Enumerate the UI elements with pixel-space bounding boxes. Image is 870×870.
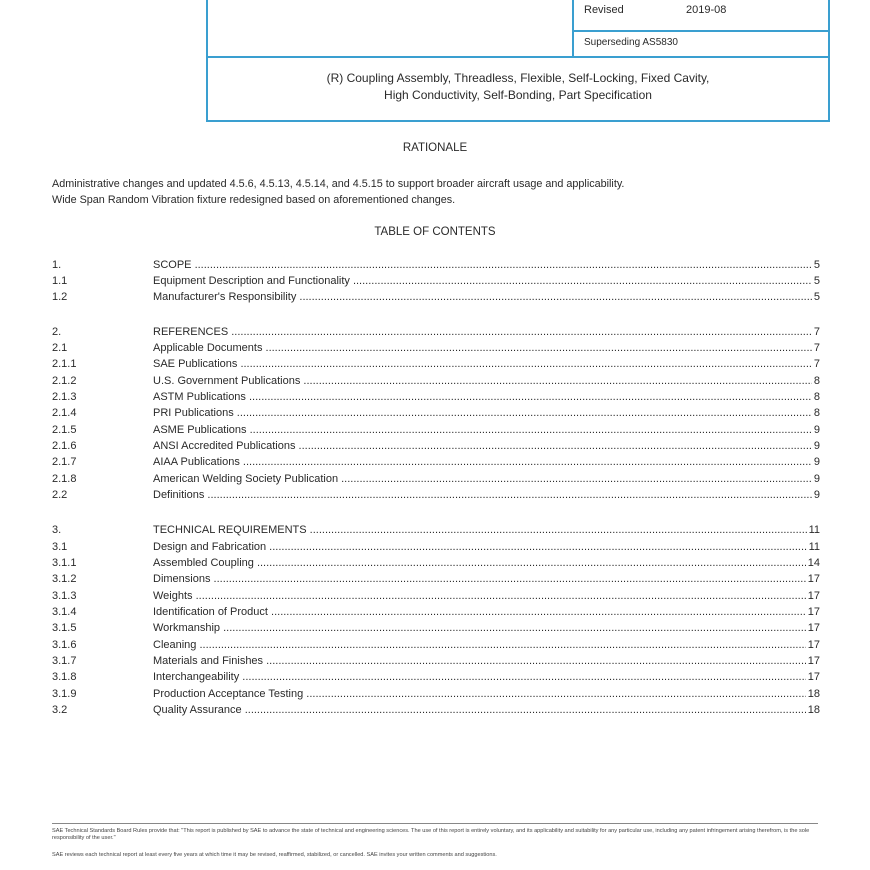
document-header-box — [206, 0, 830, 122]
toc-entry[interactable] — [52, 639, 820, 655]
toc-entry[interactable] — [52, 541, 820, 557]
toc-entry[interactable] — [52, 489, 820, 505]
toc-entry[interactable] — [52, 358, 820, 374]
toc-label: TECHNICAL REQUIREMENTS ..... — [153, 524, 814, 536]
footer-disclaimer: SAE Technical Standards Board Rules provide that: "This report is published by SAE to advance the state of technical and engineering sciences. The use of this report is entirely voluntary, and its applicability and suitability for any particular use, including any patent infringement arising therefrom, is the sole responsibility of the user." — [52, 828, 810, 841]
toc-entry[interactable] — [52, 440, 820, 456]
toc-number: 2.1 — [52, 342, 68, 354]
superseding-note: Superseding AS5830 — [584, 37, 678, 48]
toc-label: Applicable Documents ..... — [153, 342, 814, 354]
toc-page: 7 — [813, 342, 820, 354]
toc-label: REFERENCES ..... — [153, 326, 814, 338]
toc-entry[interactable] — [52, 524, 820, 540]
toc-number: 2.1.7 — [52, 456, 77, 468]
toc-label: Equipment Description and Functionality ..... — [153, 275, 814, 287]
toc-label: ASME Publications ..... — [153, 424, 814, 436]
toc-entry[interactable] — [52, 326, 820, 342]
toc-entry[interactable] — [52, 606, 820, 622]
rationale-heading: RATIONALE — [402, 142, 468, 154]
toc-entry[interactable] — [52, 259, 820, 275]
toc-page: 9 — [813, 456, 820, 468]
toc-entry[interactable] — [52, 424, 820, 440]
footer-divider — [52, 823, 818, 824]
rationale-line1: Administrative changes and updated 4.5.6, 4.5.13, 4.5.14, and 4.5.15 to support broader aircraft usage and applicability. — [52, 178, 625, 190]
toc-entry[interactable] — [52, 655, 820, 671]
toc-number: 2.1.4 — [52, 407, 77, 419]
toc-page: 8 — [813, 375, 820, 387]
toc-page: 17 — [807, 671, 820, 683]
toc-page: 5 — [813, 275, 820, 287]
toc-label: Dimensions ..... — [153, 573, 814, 585]
toc-number: 1.2 — [52, 291, 68, 303]
footer-review-note: SAE reviews each technical report at least every five years at which time it may be revised, reaffirmed, stabilized, or cancelled. SAE invites your written comments and suggestions. — [52, 852, 497, 858]
toc-page: 8 — [813, 407, 820, 419]
toc-label: ASTM Publications ..... — [153, 391, 814, 403]
toc-number: 3.1.2 — [52, 573, 77, 585]
toc-number: 2.1.2 — [52, 375, 77, 387]
toc-label: Assembled Coupling ..... — [153, 557, 814, 569]
toc-page: 9 — [813, 489, 820, 501]
toc-page: 9 — [813, 424, 820, 436]
toc-label: American Welding Society Publication ..... — [153, 473, 814, 485]
toc-number: 3.1.7 — [52, 655, 77, 667]
toc-number: 3.2 — [52, 704, 68, 716]
rationale-text — [52, 176, 820, 208]
toc-number: 3. — [52, 524, 62, 536]
toc-label: Production Acceptance Testing ..... — [153, 688, 814, 700]
toc-number: 3.1.6 — [52, 639, 77, 651]
toc-entry[interactable] — [52, 291, 820, 307]
toc-number: 2.1.5 — [52, 424, 77, 436]
toc-label: PRI Publications ..... — [153, 407, 814, 419]
toc-number: 2.1.6 — [52, 440, 77, 452]
toc-entry[interactable] — [52, 557, 820, 573]
toc-page: 5 — [813, 291, 820, 303]
toc-number: 1. — [52, 259, 62, 271]
toc-label: Cleaning ..... — [153, 639, 814, 651]
toc-label: SAE Publications ..... — [153, 358, 814, 370]
toc-page: 8 — [813, 391, 820, 403]
toc-number: 2.1.8 — [52, 473, 77, 485]
toc-page: 11 — [808, 524, 820, 536]
toc-number: 3.1 — [52, 541, 68, 553]
toc-page: 18 — [807, 688, 820, 700]
toc-number: 3.1.9 — [52, 688, 77, 700]
toc-label: Manufacturer's Responsibility ..... — [153, 291, 814, 303]
toc-label: Weights ..... — [153, 590, 814, 602]
toc-number: 3.1.3 — [52, 590, 77, 602]
toc-entry[interactable] — [52, 671, 820, 687]
toc-page: 9 — [813, 440, 820, 452]
toc-entry[interactable] — [52, 342, 820, 358]
toc-page: 11 — [808, 541, 820, 553]
toc-label: Design and Fabrication ..... — [153, 541, 814, 553]
toc-label: Materials and Finishes ..... — [153, 655, 814, 667]
toc-entry[interactable] — [52, 456, 820, 472]
toc-number: 2.1.1 — [52, 358, 77, 370]
revision-info-panel — [572, 0, 830, 56]
rationale-line2: Wide Span Random Vibration fixture redesigned based on aforementioned changes. — [52, 194, 456, 206]
toc-label: U.S. Government Publications ..... — [153, 375, 814, 387]
toc-number: 3.1.5 — [52, 622, 77, 634]
toc-page: 14 — [807, 557, 820, 569]
revised-row — [574, 0, 830, 32]
revised-date: 2019-08 — [686, 4, 727, 16]
toc-heading: TABLE OF CONTENTS — [374, 226, 496, 238]
toc-entry[interactable] — [52, 375, 820, 391]
toc-page: 17 — [807, 590, 820, 602]
document-title — [208, 70, 828, 104]
toc-label: AIAA Publications ..... — [153, 456, 814, 468]
toc-label: Definitions ..... — [153, 489, 814, 501]
toc-number: 3.1.8 — [52, 671, 77, 683]
toc-number: 3.1.1 — [52, 557, 77, 569]
toc-entry[interactable] — [52, 573, 820, 589]
toc-label: Quality Assurance ..... — [153, 704, 814, 716]
toc-label: Identification of Product ..... — [153, 606, 814, 618]
toc-entry[interactable] — [52, 688, 820, 704]
toc-page: 17 — [807, 622, 820, 634]
toc-entry[interactable] — [52, 590, 820, 606]
toc-entry[interactable] — [52, 704, 820, 720]
toc-entry[interactable] — [52, 275, 820, 291]
toc-page: 7 — [813, 326, 820, 338]
revised-label: Revised — [584, 4, 624, 16]
toc-page: 17 — [807, 639, 820, 651]
document-title-line1: (R) Coupling Assembly, Threadless, Flexible, Self-Locking, Fixed Cavity, — [326, 71, 710, 85]
toc-entry[interactable] — [52, 391, 820, 407]
toc-page: 17 — [807, 573, 820, 585]
toc-label: Interchangeability ..... — [153, 671, 814, 683]
toc-page: 18 — [807, 704, 820, 716]
toc-label: SCOPE ..... — [153, 259, 814, 271]
toc-number: 2.1.3 — [52, 391, 77, 403]
document-title-line2: High Conductivity, Self-Bonding, Part Specification — [384, 88, 652, 102]
toc-page: 7 — [813, 358, 820, 370]
toc-number: 2. — [52, 326, 62, 338]
toc-entry[interactable] — [52, 407, 820, 423]
toc-page: 9 — [813, 473, 820, 485]
toc-entry[interactable] — [52, 473, 820, 489]
toc-label: Workmanship ..... — [153, 622, 814, 634]
toc-number: 1.1 — [52, 275, 68, 287]
toc-number: 3.1.4 — [52, 606, 77, 618]
toc-page: 5 — [813, 259, 820, 271]
toc-page: 17 — [807, 606, 820, 618]
toc-entry[interactable] — [52, 622, 820, 638]
toc-number: 2.2 — [52, 489, 68, 501]
toc-label: ANSI Accredited Publications ..... — [153, 440, 814, 452]
toc-page: 17 — [807, 655, 820, 667]
header-top-section — [208, 0, 828, 58]
